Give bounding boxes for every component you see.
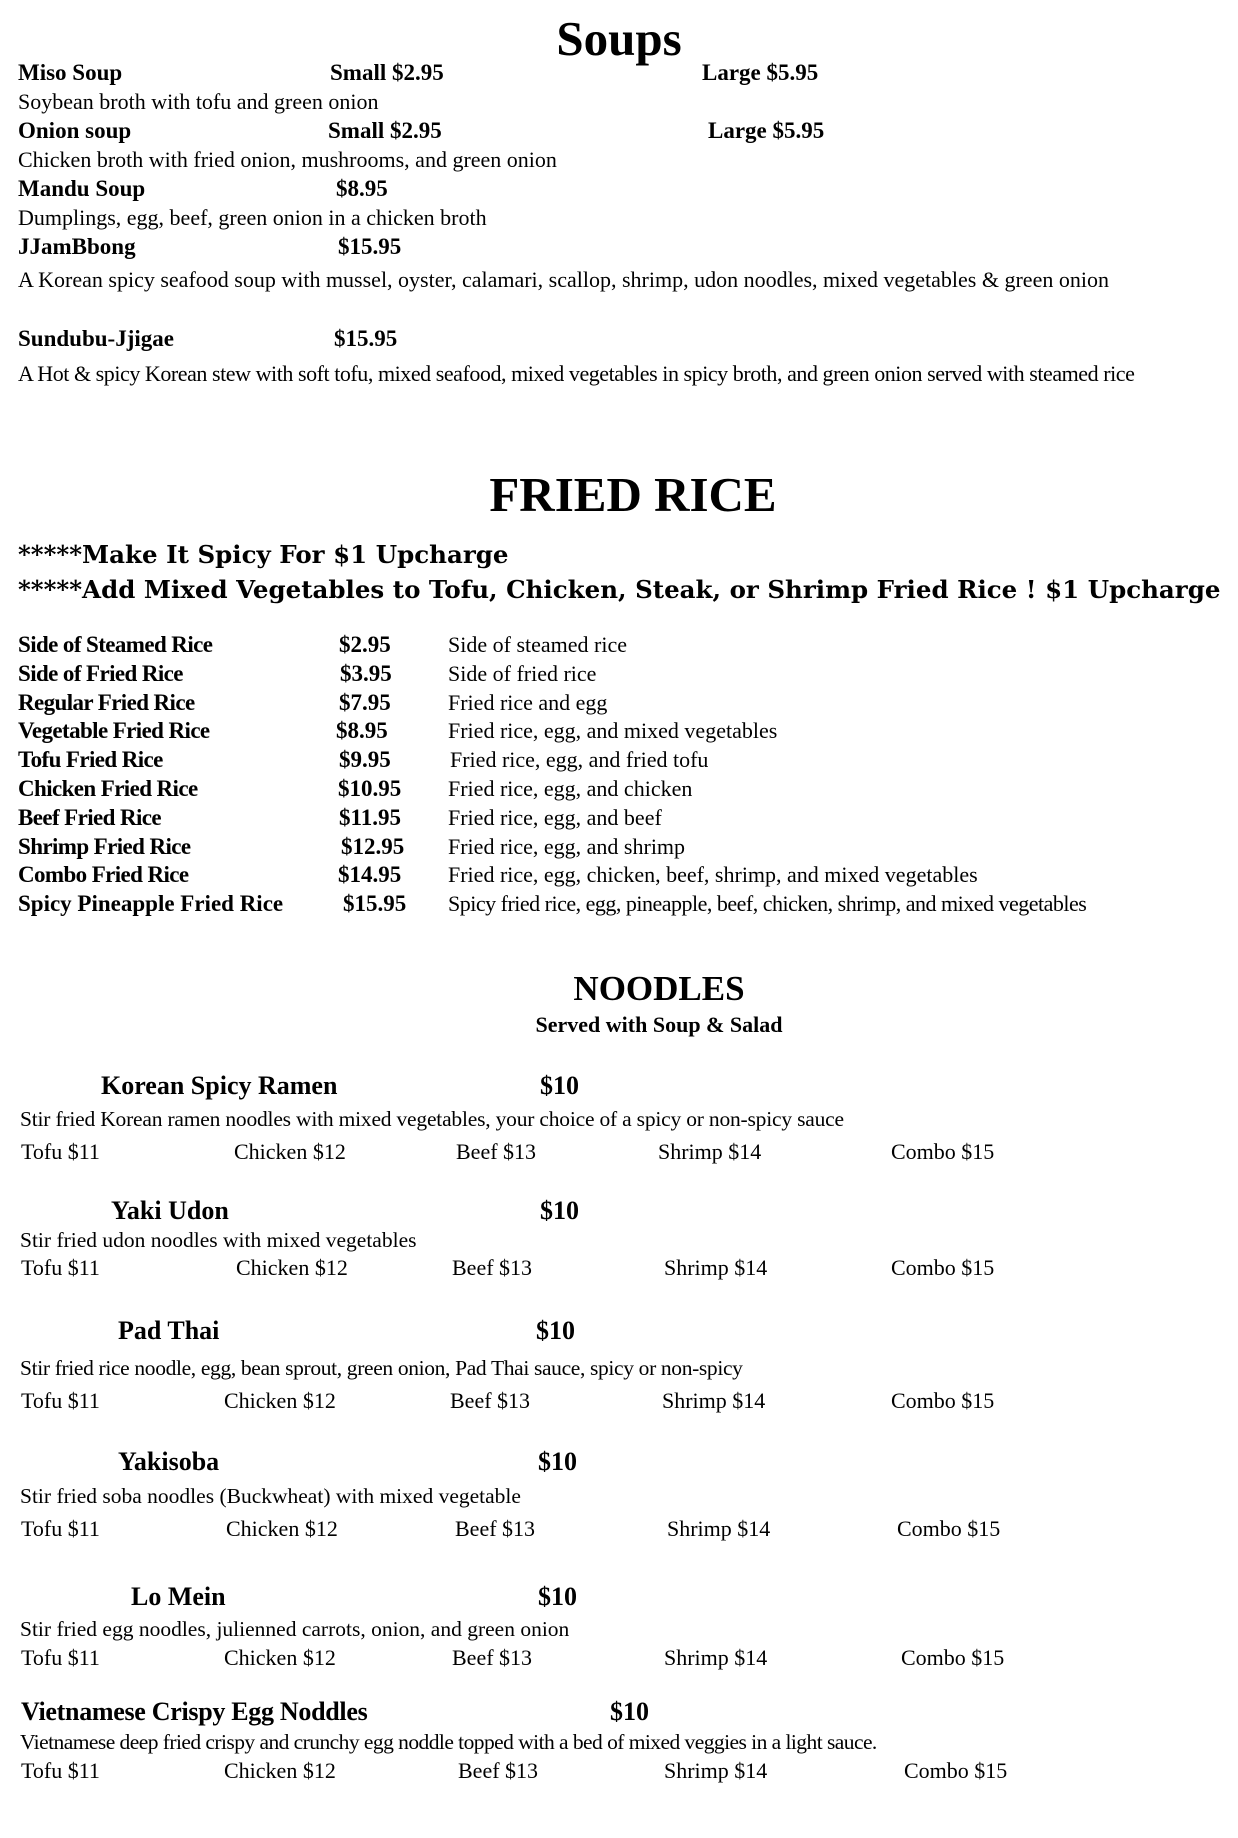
noodle-option: Beef $13 [452, 1645, 533, 1670]
soup-description: Chicken broth with fried onion, mushrooms, and green onion [18, 147, 557, 172]
rice-price: $10.95 [338, 776, 402, 801]
rice-name: Side of Steamed Rice [18, 632, 213, 657]
soup-price: $15.95 [334, 326, 398, 351]
rice-price: $7.95 [339, 690, 391, 715]
rice-price: $12.95 [341, 834, 405, 859]
rice-description: Fried rice, egg, and chicken [448, 776, 693, 801]
soup-description: A Hot & spicy Korean stew with soft tofu, mixed seafood, mixed vegetables in spicy broth, and green onion served with steamed rice [18, 361, 1135, 386]
soup-small-price: Small $2.95 [330, 60, 444, 85]
noodle-option: Chicken $12 [224, 1645, 336, 1670]
soup-name: Onion soup [18, 118, 132, 143]
rice-price: $15.95 [343, 891, 407, 916]
noodle-description: Stir fried udon noodles with mixed vegetables [20, 1228, 417, 1252]
rice-description: Fried rice, egg, and mixed vegetables [448, 718, 778, 743]
noodle-option: Chicken $12 [234, 1139, 346, 1164]
soup-description: Soybean broth with tofu and green onion [18, 89, 379, 114]
rice-name: Combo Fried Rice [18, 862, 189, 887]
soup-name: Miso Soup [18, 60, 123, 85]
noodle-option: Shrimp $14 [667, 1516, 771, 1541]
noodle-name: Pad Thai [118, 1316, 220, 1345]
rice-price: $9.95 [339, 747, 391, 772]
rice-name: Chicken Fried Rice [18, 776, 198, 801]
noodle-option: Beef $13 [450, 1388, 531, 1413]
noodle-name: Korean Spicy Ramen [101, 1071, 338, 1100]
rice-description: Side of fried rice [448, 661, 597, 686]
noodle-name: Vietnamese Crispy Egg Noddles [21, 1697, 368, 1726]
fried-rice-title: FRIED RICE [489, 467, 777, 522]
rice-name: Spicy Pineapple Fried Rice [18, 891, 284, 916]
noodle-option: Combo $15 [891, 1388, 995, 1413]
noodle-price: $10 [610, 1697, 649, 1726]
rice-name: Tofu Fried Rice [18, 747, 163, 772]
rice-description: Fried rice, egg, chicken, beef, shrimp, and mixed vegetables [448, 862, 978, 887]
soup-description: Dumplings, egg, beef, green onion in a chicken broth [18, 205, 487, 230]
noodle-price: $10 [536, 1316, 575, 1345]
noodle-option: Tofu $11 [21, 1645, 100, 1670]
noodles-subtitle: Served with Soup & Salad [535, 1012, 783, 1037]
noodle-option: Chicken $12 [224, 1388, 336, 1413]
noodle-option: Beef $13 [452, 1255, 533, 1280]
noodle-option: Shrimp $14 [664, 1255, 768, 1280]
noodle-option: Shrimp $14 [664, 1645, 768, 1670]
noodle-option: Shrimp $14 [658, 1139, 762, 1164]
noodle-name: Yaki Udon [111, 1196, 229, 1225]
noodle-option: Shrimp $14 [664, 1758, 768, 1783]
noodle-option: Tofu $11 [21, 1516, 100, 1541]
soup-price: $8.95 [336, 176, 388, 201]
noodle-name: Lo Mein [131, 1582, 226, 1611]
rice-name: Regular Fried Rice [18, 690, 195, 715]
noodle-description: Stir fried egg noodles, julienned carrots, onion, and green onion [20, 1617, 570, 1641]
spicy-upcharge-note: *****Make It Spicy For $1 Upcharge [18, 540, 509, 569]
soup-name: Sundubu-Jjigae [18, 326, 174, 351]
noodle-option: Combo $15 [901, 1645, 1005, 1670]
rice-price: $2.95 [339, 632, 391, 657]
noodle-description: Stir fried Korean ramen noodles with mixed vegetables, your choice of a spicy or non-spicy sauce [20, 1107, 844, 1131]
noodle-description: Stir fried rice noodle, egg, bean sprout, green onion, Pad Thai sauce, spicy or non-spicy [20, 1356, 743, 1380]
soup-small-price: Small $2.95 [328, 118, 442, 143]
noodle-option: Chicken $12 [224, 1758, 336, 1783]
noodle-description: Stir fried soba noodles (Buckwheat) with mixed vegetable [20, 1484, 521, 1508]
rice-price: $8.95 [336, 718, 388, 743]
rice-description: Fried rice, egg, and shrimp [448, 834, 686, 859]
noodle-price: $10 [538, 1447, 577, 1476]
rice-price: $14.95 [338, 862, 402, 887]
soups-title: Soups [556, 11, 682, 66]
soup-name: Mandu Soup [18, 176, 146, 201]
rice-name: Side of Fried Rice [18, 661, 183, 686]
noodle-option: Chicken $12 [226, 1516, 338, 1541]
noodle-option: Combo $15 [891, 1139, 995, 1164]
noodle-option: Combo $15 [904, 1758, 1008, 1783]
noodle-option: Combo $15 [891, 1255, 995, 1280]
noodle-price: $10 [540, 1071, 579, 1100]
noodle-option: Shrimp $14 [662, 1388, 766, 1413]
rice-name: Beef Fried Rice [18, 805, 161, 830]
noodle-option: Combo $15 [897, 1516, 1001, 1541]
soup-description: A Korean spicy seafood soup with mussel, oyster, calamari, scallop, shrimp, udon noodles, mixed vegetables & green onion [18, 267, 1109, 292]
noodle-option: Beef $13 [458, 1758, 539, 1783]
noodle-option: Tofu $11 [21, 1139, 100, 1164]
noodle-name: Yakisoba [118, 1447, 220, 1476]
soup-price: $15.95 [338, 234, 402, 259]
rice-price: $11.95 [339, 805, 401, 830]
rice-name: Vegetable Fried Rice [18, 718, 210, 743]
soup-name: JJamBbong [18, 234, 136, 259]
soup-large-price: Large $5.95 [708, 118, 825, 143]
noodle-option: Beef $13 [456, 1139, 537, 1164]
rice-price: $3.95 [340, 661, 392, 686]
rice-name: Shrimp Fried Rice [18, 834, 191, 859]
vegetables-upcharge-note: *****Add Mixed Vegetables to Tofu, Chicken, Steak, or Shrimp Fried Rice ! $1 Upcharge [18, 575, 1221, 604]
noodle-option: Tofu $11 [21, 1255, 100, 1280]
noodle-option: Beef $13 [455, 1516, 536, 1541]
rice-description: Spicy fried rice, egg, pineapple, beef, chicken, shrimp, and mixed vegetables [448, 891, 1087, 916]
rice-description: Fried rice, egg, and beef [448, 805, 662, 830]
rice-description: Fried rice and egg [448, 690, 608, 715]
noodle-option: Tofu $11 [21, 1388, 100, 1413]
noodle-price: $10 [538, 1582, 577, 1611]
soup-large-price: Large $5.95 [702, 60, 819, 85]
noodle-option: Tofu $11 [21, 1758, 100, 1783]
rice-description: Side of steamed rice [448, 632, 627, 657]
noodle-option: Chicken $12 [236, 1255, 348, 1280]
noodles-title: NOODLES [573, 969, 745, 1008]
rice-description: Fried rice, egg, and fried tofu [450, 747, 709, 772]
noodle-description: Vietnamese deep fried crispy and crunchy egg noddle topped with a bed of mixed veggies in a light sauce. [20, 1730, 877, 1754]
noodle-price: $10 [540, 1196, 579, 1225]
